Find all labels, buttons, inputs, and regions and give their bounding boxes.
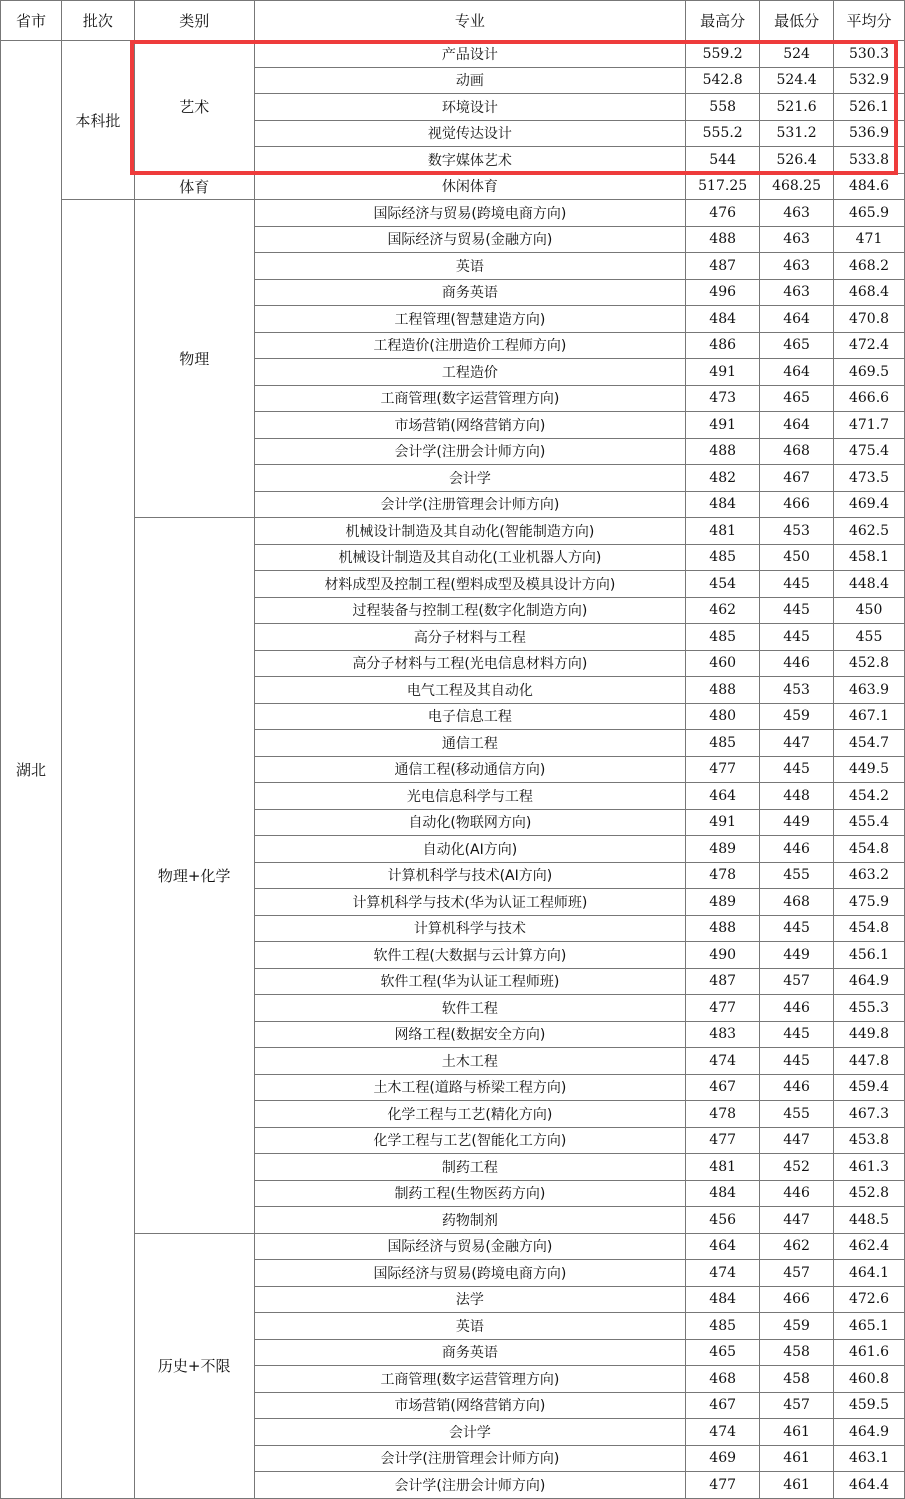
batch-cell bbox=[61, 200, 134, 1499]
header-province: 省市 bbox=[1, 1, 62, 41]
header-avg-score: 平均分 bbox=[834, 1, 905, 41]
major-cell: 高分子材料与工程(光电信息材料方向) bbox=[254, 650, 686, 677]
major-cell: 软件工程(大数据与云计算方向) bbox=[254, 942, 686, 969]
avg-score-cell: 454.2 bbox=[834, 783, 905, 810]
min-score-cell: 449 bbox=[760, 942, 834, 969]
max-score-cell: 464 bbox=[686, 1233, 760, 1260]
min-score-cell: 468 bbox=[760, 438, 834, 465]
major-cell: 机械设计制造及其自动化(工业机器人方向) bbox=[254, 544, 686, 571]
table-row bbox=[1, 173, 905, 200]
avg-score-cell: 448.5 bbox=[834, 1207, 905, 1234]
max-score-cell: 496 bbox=[686, 279, 760, 306]
max-score-cell: 460 bbox=[686, 650, 760, 677]
max-score-cell: 491 bbox=[686, 359, 760, 386]
avg-score-cell: 455.4 bbox=[834, 809, 905, 836]
max-score-cell: 517.25 bbox=[686, 173, 760, 200]
min-score-cell: 447 bbox=[760, 1207, 834, 1234]
major-cell: 国际经济与贸易(跨境电商方向) bbox=[254, 200, 686, 227]
min-score-cell: 464 bbox=[760, 359, 834, 386]
major-cell: 动画 bbox=[254, 67, 686, 94]
max-score-cell: 487 bbox=[686, 968, 760, 995]
major-cell: 视觉传达设计 bbox=[254, 120, 686, 147]
avg-score-cell: 530.3 bbox=[834, 41, 905, 68]
max-score-cell: 476 bbox=[686, 200, 760, 227]
max-score-cell: 467 bbox=[686, 1074, 760, 1101]
major-cell: 机械设计制造及其自动化(智能制造方向) bbox=[254, 518, 686, 545]
major-cell: 市场营销(网络营销方向) bbox=[254, 1392, 686, 1419]
min-score-cell: 526.4 bbox=[760, 147, 834, 174]
avg-score-cell: 484.6 bbox=[834, 173, 905, 200]
max-score-cell: 454 bbox=[686, 571, 760, 598]
major-cell: 计算机科学与技术(华为认证工程师班) bbox=[254, 889, 686, 916]
avg-score-cell: 471.7 bbox=[834, 412, 905, 439]
min-score-cell: 455 bbox=[760, 1101, 834, 1128]
avg-score-cell: 460.8 bbox=[834, 1366, 905, 1393]
min-score-cell: 466 bbox=[760, 491, 834, 518]
table-row bbox=[1, 200, 905, 227]
major-cell: 会计学(注册会计师方向) bbox=[254, 1472, 686, 1499]
max-score-cell: 483 bbox=[686, 1021, 760, 1048]
max-score-cell: 491 bbox=[686, 809, 760, 836]
major-cell: 国际经济与贸易(金融方向) bbox=[254, 1233, 686, 1260]
min-score-cell: 445 bbox=[760, 915, 834, 942]
max-score-cell: 480 bbox=[686, 703, 760, 730]
avg-score-cell: 464.4 bbox=[834, 1472, 905, 1499]
max-score-cell: 485 bbox=[686, 1313, 760, 1340]
major-cell: 药物制剂 bbox=[254, 1207, 686, 1234]
max-score-cell: 473 bbox=[686, 385, 760, 412]
major-cell: 高分子材料与工程 bbox=[254, 624, 686, 651]
major-cell: 工商管理(数字运营管理方向) bbox=[254, 1366, 686, 1393]
major-cell: 网络工程(数据安全方向) bbox=[254, 1021, 686, 1048]
min-score-cell: 446 bbox=[760, 1074, 834, 1101]
min-score-cell: 459 bbox=[760, 1313, 834, 1340]
avg-score-cell: 458.1 bbox=[834, 544, 905, 571]
major-cell: 国际经济与贸易(跨境电商方向) bbox=[254, 1260, 686, 1287]
major-cell: 材料成型及控制工程(塑料成型及模具设计方向) bbox=[254, 571, 686, 598]
min-score-cell: 450 bbox=[760, 544, 834, 571]
avg-score-cell: 469.4 bbox=[834, 491, 905, 518]
header-batch: 批次 bbox=[61, 1, 134, 41]
avg-score-cell: 456.1 bbox=[834, 942, 905, 969]
avg-score-cell: 469.5 bbox=[834, 359, 905, 386]
min-score-cell: 458 bbox=[760, 1339, 834, 1366]
avg-score-cell: 449.5 bbox=[834, 756, 905, 783]
avg-score-cell: 536.9 bbox=[834, 120, 905, 147]
min-score-cell: 464 bbox=[760, 412, 834, 439]
major-cell: 计算机科学与技术 bbox=[254, 915, 686, 942]
max-score-cell: 485 bbox=[686, 544, 760, 571]
major-cell: 工程造价 bbox=[254, 359, 686, 386]
min-score-cell: 453 bbox=[760, 677, 834, 704]
avg-score-cell: 467.3 bbox=[834, 1101, 905, 1128]
avg-score-cell: 468.4 bbox=[834, 279, 905, 306]
avg-score-cell: 468.2 bbox=[834, 253, 905, 280]
min-score-cell: 461 bbox=[760, 1419, 834, 1446]
avg-score-cell: 533.8 bbox=[834, 147, 905, 174]
max-score-cell: 486 bbox=[686, 332, 760, 359]
major-cell: 软件工程(华为认证工程师班) bbox=[254, 968, 686, 995]
max-score-cell: 558 bbox=[686, 94, 760, 121]
max-score-cell: 484 bbox=[686, 306, 760, 333]
table-body bbox=[1, 41, 905, 1499]
major-cell: 会计学(注册管理会计师方向) bbox=[254, 491, 686, 518]
max-score-cell: 542.8 bbox=[686, 67, 760, 94]
major-cell: 通信工程(移动通信方向) bbox=[254, 756, 686, 783]
avg-score-cell: 447.8 bbox=[834, 1048, 905, 1075]
major-cell: 通信工程 bbox=[254, 730, 686, 757]
min-score-cell: 448 bbox=[760, 783, 834, 810]
max-score-cell: 474 bbox=[686, 1419, 760, 1446]
min-score-cell: 447 bbox=[760, 1127, 834, 1154]
avg-score-cell: 473.5 bbox=[834, 465, 905, 492]
major-cell: 休闲体育 bbox=[254, 173, 686, 200]
table-row bbox=[1, 518, 905, 545]
category-cell: 体育 bbox=[134, 173, 254, 200]
min-score-cell: 524 bbox=[760, 41, 834, 68]
max-score-cell: 484 bbox=[686, 1180, 760, 1207]
max-score-cell: 489 bbox=[686, 836, 760, 863]
min-score-cell: 531.2 bbox=[760, 120, 834, 147]
major-cell: 制药工程(生物医药方向) bbox=[254, 1180, 686, 1207]
max-score-cell: 469 bbox=[686, 1445, 760, 1472]
major-cell: 过程装备与控制工程(数字化制造方向) bbox=[254, 597, 686, 624]
avg-score-cell: 459.5 bbox=[834, 1392, 905, 1419]
max-score-cell: 477 bbox=[686, 756, 760, 783]
min-score-cell: 457 bbox=[760, 1260, 834, 1287]
major-cell: 英语 bbox=[254, 253, 686, 280]
max-score-cell: 484 bbox=[686, 491, 760, 518]
avg-score-cell: 465.9 bbox=[834, 200, 905, 227]
avg-score-cell: 475.4 bbox=[834, 438, 905, 465]
avg-score-cell: 526.1 bbox=[834, 94, 905, 121]
major-cell: 制药工程 bbox=[254, 1154, 686, 1181]
min-score-cell: 463 bbox=[760, 253, 834, 280]
major-cell: 环境设计 bbox=[254, 94, 686, 121]
max-score-cell: 481 bbox=[686, 518, 760, 545]
avg-score-cell: 464.9 bbox=[834, 968, 905, 995]
min-score-cell: 455 bbox=[760, 862, 834, 889]
major-cell: 商务英语 bbox=[254, 279, 686, 306]
max-score-cell: 488 bbox=[686, 915, 760, 942]
min-score-cell: 446 bbox=[760, 995, 834, 1022]
major-cell: 会计学(注册会计师方向) bbox=[254, 438, 686, 465]
max-score-cell: 491 bbox=[686, 412, 760, 439]
avg-score-cell: 462.5 bbox=[834, 518, 905, 545]
max-score-cell: 482 bbox=[686, 465, 760, 492]
major-cell: 工程管理(智慧建造方向) bbox=[254, 306, 686, 333]
avg-score-cell: 454.8 bbox=[834, 915, 905, 942]
major-cell: 土木工程(道路与桥梁工程方向) bbox=[254, 1074, 686, 1101]
min-score-cell: 461 bbox=[760, 1472, 834, 1499]
max-score-cell: 489 bbox=[686, 889, 760, 916]
max-score-cell: 468 bbox=[686, 1366, 760, 1393]
major-cell: 市场营销(网络营销方向) bbox=[254, 412, 686, 439]
avg-score-cell: 463.1 bbox=[834, 1445, 905, 1472]
avg-score-cell: 459.4 bbox=[834, 1074, 905, 1101]
avg-score-cell: 470.8 bbox=[834, 306, 905, 333]
province-cell: 湖北 bbox=[1, 41, 62, 1499]
min-score-cell: 466 bbox=[760, 1286, 834, 1313]
avg-score-cell: 472.6 bbox=[834, 1286, 905, 1313]
max-score-cell: 484 bbox=[686, 1286, 760, 1313]
avg-score-cell: 472.4 bbox=[834, 332, 905, 359]
min-score-cell: 449 bbox=[760, 809, 834, 836]
avg-score-cell: 449.8 bbox=[834, 1021, 905, 1048]
min-score-cell: 445 bbox=[760, 756, 834, 783]
avg-score-cell: 454.8 bbox=[834, 836, 905, 863]
major-cell: 化学工程与工艺(智能化工方向) bbox=[254, 1127, 686, 1154]
major-cell: 国际经济与贸易(金融方向) bbox=[254, 226, 686, 253]
max-score-cell: 478 bbox=[686, 862, 760, 889]
avg-score-cell: 461.3 bbox=[834, 1154, 905, 1181]
min-score-cell: 521.6 bbox=[760, 94, 834, 121]
max-score-cell: 490 bbox=[686, 942, 760, 969]
major-cell: 自动化(AI方向) bbox=[254, 836, 686, 863]
min-score-cell: 463 bbox=[760, 279, 834, 306]
major-cell: 土木工程 bbox=[254, 1048, 686, 1075]
min-score-cell: 463 bbox=[760, 200, 834, 227]
avg-score-cell: 455.3 bbox=[834, 995, 905, 1022]
avg-score-cell: 532.9 bbox=[834, 67, 905, 94]
max-score-cell: 481 bbox=[686, 1154, 760, 1181]
major-cell: 工商管理(数字运营管理方向) bbox=[254, 385, 686, 412]
major-cell: 会计学 bbox=[254, 465, 686, 492]
min-score-cell: 465 bbox=[760, 385, 834, 412]
avg-score-cell: 455 bbox=[834, 624, 905, 651]
min-score-cell: 446 bbox=[760, 836, 834, 863]
avg-score-cell: 453.8 bbox=[834, 1127, 905, 1154]
avg-score-cell: 464.9 bbox=[834, 1419, 905, 1446]
max-score-cell: 467 bbox=[686, 1392, 760, 1419]
avg-score-cell: 463.2 bbox=[834, 862, 905, 889]
major-cell: 电子信息工程 bbox=[254, 703, 686, 730]
avg-score-cell: 475.9 bbox=[834, 889, 905, 916]
avg-score-cell: 461.6 bbox=[834, 1339, 905, 1366]
min-score-cell: 524.4 bbox=[760, 67, 834, 94]
max-score-cell: 488 bbox=[686, 226, 760, 253]
min-score-cell: 453 bbox=[760, 518, 834, 545]
min-score-cell: 465 bbox=[760, 332, 834, 359]
major-cell: 会计学(注册管理会计师方向) bbox=[254, 1445, 686, 1472]
max-score-cell: 474 bbox=[686, 1260, 760, 1287]
max-score-cell: 488 bbox=[686, 438, 760, 465]
category-cell: 物理+化学 bbox=[134, 518, 254, 1234]
major-cell: 软件工程 bbox=[254, 995, 686, 1022]
category-cell: 历史+不限 bbox=[134, 1233, 254, 1498]
min-score-cell: 468 bbox=[760, 889, 834, 916]
major-cell: 产品设计 bbox=[254, 41, 686, 68]
max-score-cell: 478 bbox=[686, 1101, 760, 1128]
avg-score-cell: 463.9 bbox=[834, 677, 905, 704]
min-score-cell: 445 bbox=[760, 1021, 834, 1048]
max-score-cell: 544 bbox=[686, 147, 760, 174]
min-score-cell: 445 bbox=[760, 597, 834, 624]
min-score-cell: 467 bbox=[760, 465, 834, 492]
major-cell: 化学工程与工艺(精化方向) bbox=[254, 1101, 686, 1128]
max-score-cell: 487 bbox=[686, 253, 760, 280]
category-cell: 艺术 bbox=[134, 41, 254, 174]
avg-score-cell: 471 bbox=[834, 226, 905, 253]
min-score-cell: 461 bbox=[760, 1445, 834, 1472]
min-score-cell: 452 bbox=[760, 1154, 834, 1181]
max-score-cell: 488 bbox=[686, 677, 760, 704]
max-score-cell: 464 bbox=[686, 783, 760, 810]
major-cell: 计算机科学与技术(AI方向) bbox=[254, 862, 686, 889]
header-min-score: 最低分 bbox=[760, 1, 834, 41]
max-score-cell: 477 bbox=[686, 1127, 760, 1154]
min-score-cell: 447 bbox=[760, 730, 834, 757]
max-score-cell: 462 bbox=[686, 597, 760, 624]
major-cell: 电气工程及其自动化 bbox=[254, 677, 686, 704]
header-max-score: 最高分 bbox=[686, 1, 760, 41]
batch-cell: 本科批 bbox=[61, 41, 134, 200]
major-cell: 英语 bbox=[254, 1313, 686, 1340]
header-major: 专业 bbox=[254, 1, 686, 41]
min-score-cell: 446 bbox=[760, 650, 834, 677]
min-score-cell: 458 bbox=[760, 1366, 834, 1393]
max-score-cell: 477 bbox=[686, 1472, 760, 1499]
avg-score-cell: 448.4 bbox=[834, 571, 905, 598]
major-cell: 会计学 bbox=[254, 1419, 686, 1446]
category-cell: 物理 bbox=[134, 200, 254, 518]
min-score-cell: 457 bbox=[760, 1392, 834, 1419]
avg-score-cell: 452.8 bbox=[834, 650, 905, 677]
avg-score-cell: 466.6 bbox=[834, 385, 905, 412]
min-score-cell: 468.25 bbox=[760, 173, 834, 200]
max-score-cell: 559.2 bbox=[686, 41, 760, 68]
max-score-cell: 456 bbox=[686, 1207, 760, 1234]
min-score-cell: 463 bbox=[760, 226, 834, 253]
min-score-cell: 445 bbox=[760, 624, 834, 651]
table-row bbox=[1, 41, 905, 68]
min-score-cell: 462 bbox=[760, 1233, 834, 1260]
major-cell: 商务英语 bbox=[254, 1339, 686, 1366]
max-score-cell: 477 bbox=[686, 995, 760, 1022]
max-score-cell: 485 bbox=[686, 730, 760, 757]
avg-score-cell: 450 bbox=[834, 597, 905, 624]
max-score-cell: 485 bbox=[686, 624, 760, 651]
major-cell: 光电信息科学与工程 bbox=[254, 783, 686, 810]
major-cell: 自动化(物联网方向) bbox=[254, 809, 686, 836]
table-header-row bbox=[1, 1, 905, 41]
max-score-cell: 465 bbox=[686, 1339, 760, 1366]
avg-score-cell: 464.1 bbox=[834, 1260, 905, 1287]
min-score-cell: 445 bbox=[760, 571, 834, 598]
major-cell: 法学 bbox=[254, 1286, 686, 1313]
min-score-cell: 459 bbox=[760, 703, 834, 730]
avg-score-cell: 452.8 bbox=[834, 1180, 905, 1207]
major-cell: 数字媒体艺术 bbox=[254, 147, 686, 174]
major-cell: 工程造价(注册造价工程师方向) bbox=[254, 332, 686, 359]
min-score-cell: 464 bbox=[760, 306, 834, 333]
table-row bbox=[1, 1233, 905, 1260]
min-score-cell: 446 bbox=[760, 1180, 834, 1207]
avg-score-cell: 454.7 bbox=[834, 730, 905, 757]
avg-score-cell: 465.1 bbox=[834, 1313, 905, 1340]
max-score-cell: 474 bbox=[686, 1048, 760, 1075]
max-score-cell: 555.2 bbox=[686, 120, 760, 147]
min-score-cell: 457 bbox=[760, 968, 834, 995]
avg-score-cell: 462.4 bbox=[834, 1233, 905, 1260]
avg-score-cell: 467.1 bbox=[834, 703, 905, 730]
min-score-cell: 445 bbox=[760, 1048, 834, 1075]
header-category: 类别 bbox=[134, 1, 254, 41]
